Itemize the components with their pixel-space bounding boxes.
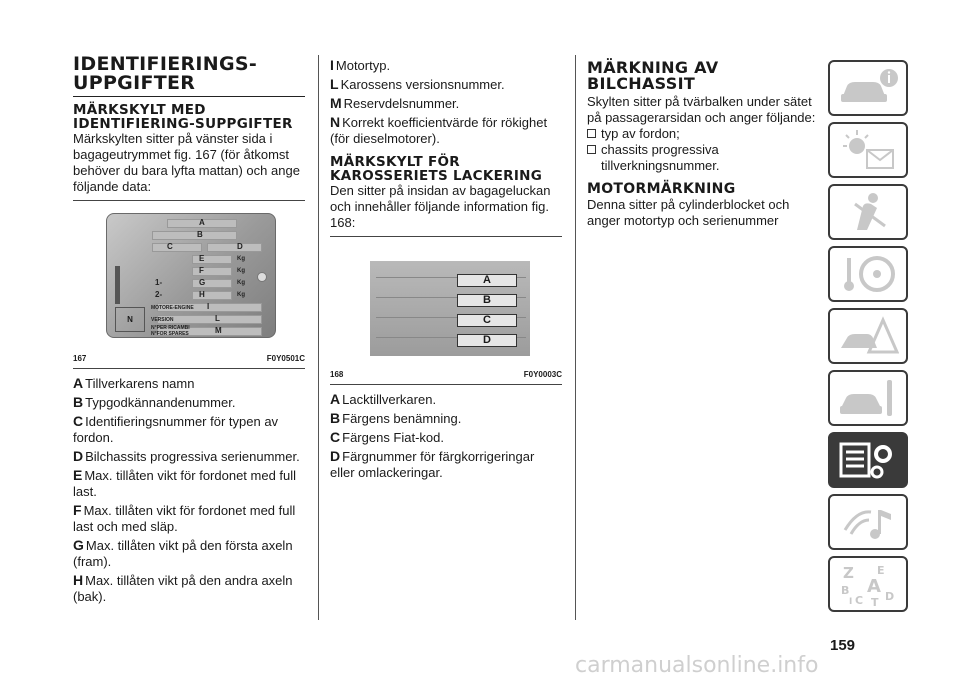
tab-safety[interactable] [828, 184, 908, 240]
index-letter-z: Z [843, 564, 854, 582]
legend-item [73, 572, 305, 605]
legend-list-continued [330, 57, 562, 147]
paint-label-d: D [457, 334, 517, 347]
plate-label-g: G [199, 278, 206, 287]
legend-item [330, 76, 562, 93]
breakdown-warning-icon [837, 314, 899, 358]
bullet-item [587, 126, 819, 142]
figure-167 [73, 201, 305, 351]
figure-168 [330, 237, 562, 367]
paint-label-c: C [457, 314, 517, 327]
car-info-icon [837, 66, 899, 110]
plate-row-2: 2- [155, 290, 163, 299]
plate-label-n: N [115, 307, 145, 332]
plate-kg-1: Kg [237, 256, 245, 262]
tab-technical-data[interactable] [828, 432, 908, 488]
plate-label-h: H [199, 290, 205, 299]
bullet-list [587, 126, 819, 174]
plate-label-b: B [197, 230, 203, 239]
legend-text: Reservdelsnummer. [343, 96, 460, 111]
plate-kg-4: Kg [237, 292, 245, 298]
engine-paragraph: Denna sitter på cylinderblocket och anger motortyp och serienummer [587, 197, 790, 228]
legend-item [330, 114, 562, 147]
legend-key: C [330, 429, 341, 445]
legend-text: Identifieringsnummer för typen av fordon. [73, 414, 279, 445]
plate-row-1: 1- [155, 278, 163, 287]
legend-item [330, 95, 562, 112]
intro-paragraph: Den sitter på insidan av bagageluckan och innehåller följande information fig. 168: [330, 183, 551, 230]
airbag-seat-icon [837, 190, 899, 234]
legend-key: A [330, 391, 341, 407]
key-steering-wheel-icon [837, 252, 899, 296]
column-2 [330, 55, 562, 481]
index-letter-i: I [849, 597, 853, 606]
dashboard-lights-icon [837, 128, 899, 172]
plate-version: VERSION [151, 317, 174, 323]
bullet-text: chassits progressiva tillverkningsnummer. [601, 142, 720, 173]
identification-plate [106, 213, 276, 338]
figure-number: 167 [73, 354, 87, 363]
index-icon [837, 562, 899, 606]
plate-ricambi: N°PER RICAMBI [151, 325, 190, 331]
legend-item [330, 57, 562, 74]
legend-list [73, 375, 305, 605]
legend-item [330, 391, 562, 408]
title-rule [73, 96, 305, 97]
plate-label-e: E [199, 254, 205, 263]
checkbox-bullet-icon [587, 129, 596, 138]
figure-number: 168 [330, 370, 344, 379]
plate-label-l: L [215, 314, 220, 323]
plate-rivet [257, 272, 267, 282]
legend-text: Färgnummer för färgkorrigeringar eller omlackeringar. [330, 449, 535, 480]
paint-label-b: B [457, 294, 517, 307]
tab-index[interactable] [828, 556, 908, 612]
figure-bottom-rule [73, 368, 305, 369]
legend-list [330, 391, 562, 481]
legend-text: Färgens benämning. [342, 411, 462, 426]
checkbox-bullet-icon [587, 145, 596, 154]
legend-text: Max. tillåten vikt på den andra axeln (bak). [73, 573, 293, 604]
legend-text: Max. tillåten vikt för fordonet med full last. [73, 468, 297, 499]
tab-car-info[interactable] [828, 60, 908, 116]
index-letter-c: C [855, 594, 864, 606]
legend-key: G [73, 537, 84, 553]
legend-key: C [73, 413, 84, 429]
column-3 [587, 60, 819, 229]
legend-text: Tillverkarens namn [85, 376, 195, 391]
paint-label-a: A [457, 274, 517, 287]
legend-item [73, 467, 305, 500]
legend-text: Bilchassits progressiva serienummer. [85, 449, 300, 464]
legend-text: Motortyp. [335, 58, 391, 73]
page-number: 159 [830, 637, 856, 654]
car-maintenance-icon [837, 376, 899, 420]
plate-label-i: I [207, 302, 210, 311]
figure-caption [330, 370, 562, 379]
figure-code: F0Y0501C [266, 354, 305, 363]
legend-text: Lacktillverkaren. [342, 392, 437, 407]
subsection-title: MÄRKSKYLT FÖR KAROSSERIETS LACKERING [330, 154, 543, 184]
intro-paragraph: Skylten sitter på tvärbalken under sätet på passagerarsidan och anger följande: [587, 94, 816, 125]
tab-dashboard[interactable] [828, 122, 908, 178]
legend-text: Typgodkännandenummer. [85, 395, 236, 410]
subsection-title: MOTORMÄRKNING [587, 181, 736, 197]
tab-emergency[interactable] [828, 308, 908, 364]
legend-key: H [73, 572, 84, 588]
index-letter-a: A [867, 576, 881, 597]
bullet-text: typ av fordon; [601, 126, 680, 141]
legend-key: B [330, 410, 341, 426]
legend-key: L [330, 76, 339, 92]
subsection-title: MÄRKSKYLT MED IDENTIFIERING-SUPPGIFTER [73, 102, 293, 132]
technical-data-icon [837, 438, 899, 482]
bullet-item [587, 142, 819, 174]
plate-label-m: M [215, 326, 222, 335]
figure-bottom-rule [330, 384, 562, 385]
plate-motore: MOTORE-ENGINE [151, 305, 194, 311]
multimedia-icon [837, 500, 899, 544]
plate-kg-3: Kg [237, 280, 245, 286]
legend-item [73, 537, 305, 570]
legend-item [73, 394, 305, 411]
plate-spares: N°FOR SPARES [151, 331, 189, 337]
column-divider [575, 55, 576, 620]
legend-key: M [330, 95, 342, 111]
tab-multimedia[interactable] [828, 494, 908, 550]
legend-key: N [330, 114, 341, 130]
tab-maintenance[interactable] [828, 370, 908, 426]
index-letter-t: T [871, 596, 879, 606]
figure-code: F0Y0003C [523, 370, 562, 379]
intro-paragraph: Märkskylten sitter på vänster sida i bagageutrymmet fig. 167 (för åtkomst behöver du bara lyfta mattan) och ange följande data: [73, 131, 300, 194]
legend-text: Max. tillåten vikt för fordonet med full last och med släp. [73, 503, 296, 534]
section-title: IDENTIFIERINGS-UPPGIFTER [73, 53, 258, 94]
legend-key: B [73, 394, 84, 410]
legend-key: D [330, 448, 341, 464]
column-1 [73, 55, 305, 605]
legend-item [73, 448, 305, 465]
legend-item [73, 375, 305, 392]
watermark: carmanualsonline.info [575, 653, 819, 678]
legend-key: E [73, 467, 83, 483]
plate-label-c: C [167, 242, 173, 251]
plate-label-d: D [237, 242, 243, 251]
legend-text: Färgens Fiat-kod. [342, 430, 444, 445]
legend-item [330, 410, 562, 427]
legend-key: A [73, 375, 84, 391]
plate-label-f: F [199, 266, 204, 275]
legend-item [73, 502, 305, 535]
column-divider [318, 55, 319, 620]
legend-key: F [73, 502, 82, 518]
tab-starting-driving[interactable] [828, 246, 908, 302]
index-letter-e: E [877, 564, 885, 577]
legend-item [73, 413, 305, 446]
index-letter-d: D [885, 590, 895, 603]
figure-caption [73, 354, 305, 363]
plate-bracket [115, 266, 129, 304]
legend-text: Max. tillåten vikt på den första axeln (fram). [73, 538, 293, 569]
plate-kg-2: Kg [237, 268, 245, 274]
plate-label-a: A [199, 218, 205, 227]
legend-item [330, 429, 562, 446]
legend-text: Korrekt koefficientvärde för rökighet (för dieselmotorer). [330, 115, 548, 146]
legend-text: Karossens versionsnummer. [340, 77, 505, 92]
index-letter-b: B [841, 584, 850, 597]
section-title: MÄRKNING AV BILCHASSIT [587, 58, 719, 93]
legend-key: I [330, 57, 334, 73]
legend-key: D [73, 448, 84, 464]
legend-item [330, 448, 562, 481]
